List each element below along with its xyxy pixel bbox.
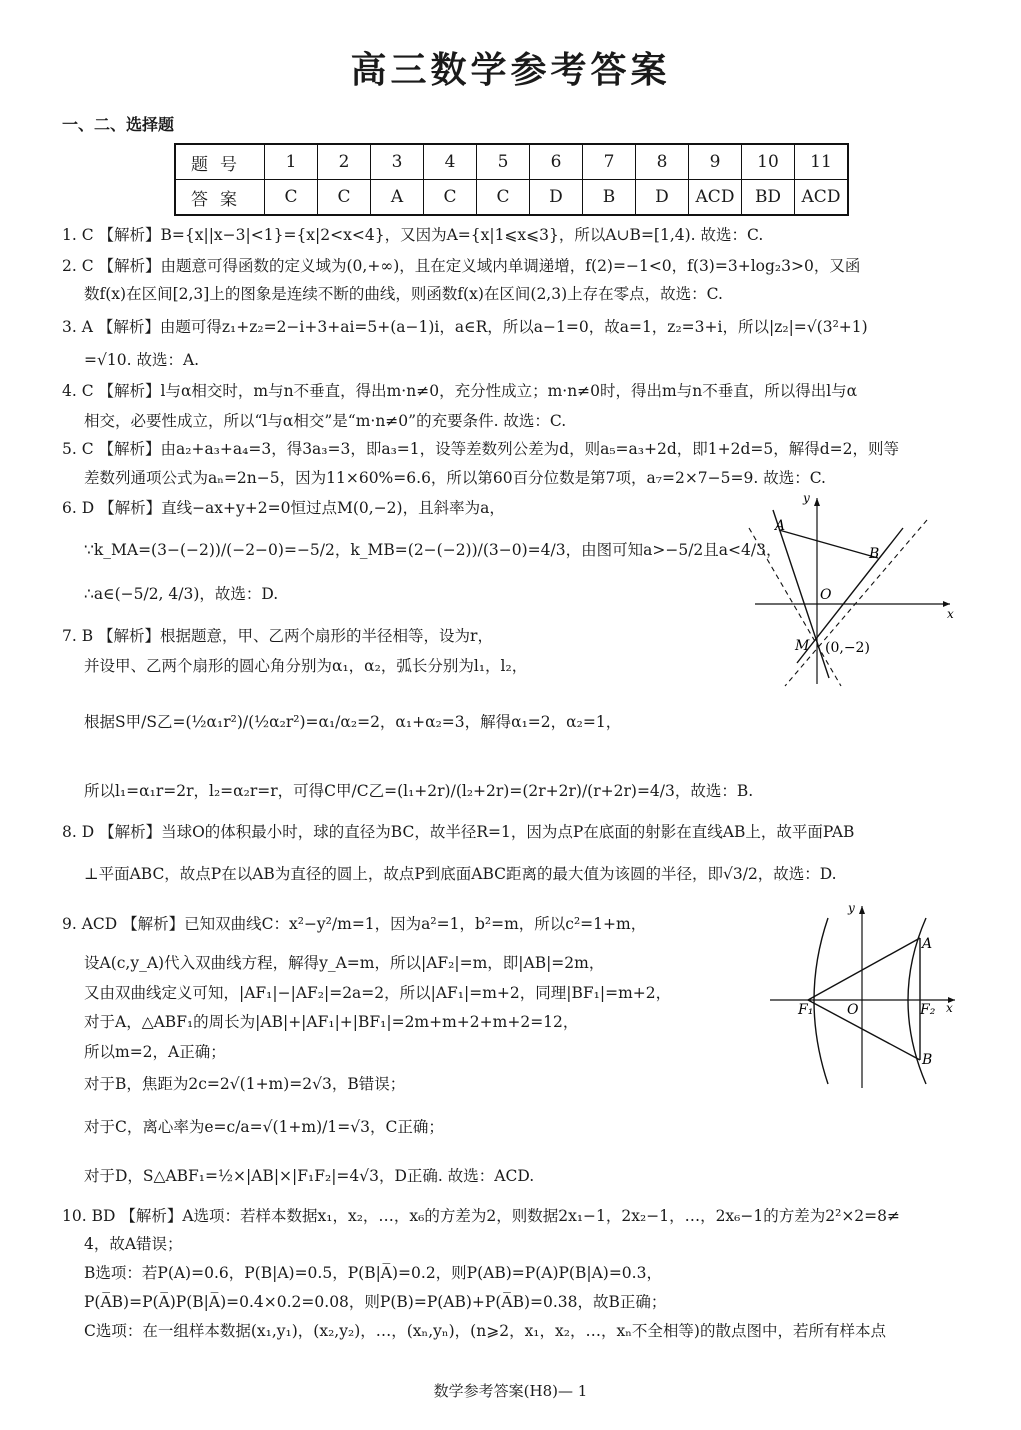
solution-line: =√10. 故选：A. <box>84 351 200 369</box>
fig2-label-O: O <box>847 1002 859 1018</box>
solution-line: 所以m=2，A正确； <box>84 1043 226 1061</box>
fig1-label-A: A <box>775 518 786 534</box>
fig2-label-x: x <box>946 1001 953 1015</box>
question-number: 3 <box>371 144 424 180</box>
question-number: 10 <box>742 144 795 180</box>
solution-line: 5. C 【解析】由a₂+a₃+a₄=3，得3a₃=3，即a₃=1，设等差数列公差为d，则a₅=a₃+2d，即1+2d=5，解得d=2，则等 <box>62 440 900 458</box>
solution-line: 又由双曲线定义可知，|AF₁|−|AF₂|=2a=2，所以|AF₁|=m+2，同理|BF₁|=m+2， <box>84 984 672 1002</box>
solution-line: 4. C 【解析】l与α相交时，m与n不垂直，得出m·n≠0，充分性成立；m·n≠0时，得出m与n不垂直，所以得出l与α <box>62 382 858 400</box>
solution-line: 所以l₁=α₁r=2r，l₂=α₂r=r，可得C甲/C乙=(l₁+2r)/(l₂+2r)=(2r+2r)/(r+2r)=4/3，故选：B. <box>84 782 754 800</box>
solution-line: 3. A 【解析】由题可得z₁+z₂=2−i+3+ai=5+(a−1)i，a∈R，所以a−1=0，故a=1，z₂=3+i，所以|z₂|=√(3²+1) <box>62 318 868 336</box>
question-number: 6 <box>530 144 583 180</box>
y-axis-arrow <box>814 498 820 506</box>
solution-line: 1. C 【解析】B={x||x−3|<1}={x|2<x<4}，又因为A={x|1⩽x⩽3}，所以A∪B=[1,4). 故选：C. <box>62 226 764 244</box>
solution-line: B选项：若P(A)=0.6，P(B|A)=0.5，P(B|A̅)=0.2，则P(AB)=P(A)P(B|A)=0.3， <box>84 1264 662 1282</box>
question-number: 4 <box>424 144 477 180</box>
solution-line: 2. C 【解析】由题意可得函数的定义域为(0,+∞)，且在定义域内单调递增，f(2)=−1<0，f(3)=3+log₂3>0，又函 <box>62 257 861 275</box>
fig2-label-B: B <box>922 1052 933 1068</box>
solution-line: 并设甲、乙两个扇形的圆心角分别为α₁，α₂，弧长分别为l₁，l₂， <box>84 657 528 675</box>
hyperbola-left-branch <box>814 918 828 1084</box>
answer-cell: C <box>477 180 530 216</box>
solution-line: 对于C，离心率为e=c/a=√(1+m)/1=√3，C正确； <box>84 1118 444 1136</box>
question-number: 7 <box>583 144 636 180</box>
row-label-number: 题号 <box>175 144 265 180</box>
solution-line: 4，故A错误； <box>84 1235 183 1253</box>
solution-line: 7. B 【解析】根据题意，甲、乙两个扇形的半径相等，设为r， <box>62 627 493 645</box>
solution-line: 相交，必要性成立，所以“l与α相交”是“m·n≠0”的充要条件. 故选：C. <box>84 412 567 430</box>
question-number: 1 <box>265 144 318 180</box>
solution-line: 根据S甲/S乙=(½α₁r²)/(½α₂r²)=α₁/α₂=2，α₁+α₂=3，解得α₁=2，α₂=1， <box>84 713 622 731</box>
question-number: 8 <box>636 144 689 180</box>
fig1-label-O: O <box>820 587 832 603</box>
segment-AB <box>779 530 878 558</box>
question-number: 9 <box>689 144 742 180</box>
section-heading: 一、二、选择题 <box>62 115 175 134</box>
figure-hyperbola <box>760 898 960 1093</box>
dashed-boundary-right <box>785 520 927 686</box>
solution-line: C选项：在一组样本数据(x₁,y₁)，(x₂,y₂)，…，(xₙ,yₙ)，(n⩾2，x₁，x₂，…，xₙ不全相等)的散点图中，若所有样本点 <box>84 1322 886 1340</box>
answer-table <box>174 143 849 216</box>
fig2-label-A: A <box>922 936 933 952</box>
fig1-label-M-coord: (0,−2) <box>825 640 870 656</box>
page-footer: 数学参考答案(H8)— 1 <box>433 1382 588 1400</box>
solution-line: 数f(x)在区间[2,3]上的图象是连续不断的曲线，则函数f(x)在区间(2,3)上存在零点，故选：C. <box>84 285 723 303</box>
fig1-label-y: y <box>803 491 810 505</box>
solution-line: 设A(c,y_A)代入双曲线方程，解得y_A=m，所以|AF₂|=m，即|AB|=2m， <box>84 954 605 972</box>
answer-cell: ACD <box>795 180 849 216</box>
segment-F1B <box>808 1000 920 1060</box>
answer-cell: BD <box>742 180 795 216</box>
fig1-label-M: M <box>795 638 810 654</box>
answer-cell: D <box>530 180 583 216</box>
page-title: 高三数学参考答案 <box>350 50 671 91</box>
question-number: 11 <box>795 144 849 180</box>
solution-line: P(A̅B)=P(A̅)P(B|A̅)=0.4×0.2=0.08，则P(B)=P(AB)+P(A̅B)=0.38，故B正确； <box>84 1293 667 1311</box>
solution-line: 对于D，S△ABF₁=½×|AB|×|F₁F₂|=4√3，D正确. 故选：ACD. <box>84 1167 535 1185</box>
row-label-answer: 答案 <box>175 180 265 216</box>
solution-line: 对于B，焦距为2c=2√(1+m)=2√3，B错误； <box>84 1075 406 1093</box>
solution-line: 6. D 【解析】直线−ax+y+2=0恒过点M(0,−2)，且斜率为a， <box>62 499 505 517</box>
fig2-label-F2: F₂ <box>920 1002 936 1018</box>
question-number: 5 <box>477 144 530 180</box>
solution-line: 10. BD 【解析】A选项：若样本数据x₁，x₂，…，x₆的方差为2，则数据2x₁−1，2x₂−1，…，2x₆−1的方差为2²×2=8≠ <box>62 1207 901 1225</box>
y-axis-arrow <box>859 906 865 914</box>
solution-line: 8. D 【解析】当球O的体积最小时，球的直径为BC，故半径R=1，因为点P在底面的射影在直线AB上，故平面PAB <box>62 823 855 841</box>
answer-cell: C <box>424 180 477 216</box>
fig1-label-B: B <box>869 546 880 562</box>
answer-cell: D <box>636 180 689 216</box>
segment-F1A <box>808 938 920 1000</box>
answer-cell: C <box>318 180 371 216</box>
fig1-label-x: x <box>947 607 954 621</box>
answer-cell: A <box>371 180 424 216</box>
dashed-boundary-left <box>749 528 841 686</box>
answer-cell: B <box>583 180 636 216</box>
solution-line: 9. ACD 【解析】已知双曲线C：x²−y²/m=1，因为a²=1，b²=m，所以c²=1+m， <box>62 915 647 933</box>
solution-line: ∵k_MA=(3−(−2))/(−2−0)=−5/2，k_MB=(2−(−2))/(3−0)=4/3，由图可知a>−5/2且a<4/3， <box>84 541 782 559</box>
solution-line: 对于A，△ABF₁的周长为|AB|+|AF₁|+|BF₁|=2m+m+2+m+2=12， <box>84 1013 579 1031</box>
answer-cell: ACD <box>689 180 742 216</box>
answer-table-header-row <box>175 144 848 180</box>
fig2-label-y: y <box>848 901 855 915</box>
solution-line: ⊥平面ABC，故点P在以AB为直径的圆上，故点P到底面ABC距离的最大值为该圆的半径，即√3/2，故选：D. <box>84 865 837 883</box>
fig2-label-F1: F₁ <box>798 1002 814 1018</box>
solution-line: ∴a∈(−5/2, 4/3)，故选：D. <box>84 585 279 603</box>
figure-line-slopes <box>745 488 955 688</box>
answer-table-answer-row <box>175 180 848 216</box>
answer-cell: C <box>265 180 318 216</box>
solution-line: 差数列通项公式为aₙ=2n−5，因为11×60%=6.6，所以第60百分位数是第7项，a₇=2×7−5=9. 故选：C. <box>84 469 826 487</box>
question-number: 2 <box>318 144 371 180</box>
